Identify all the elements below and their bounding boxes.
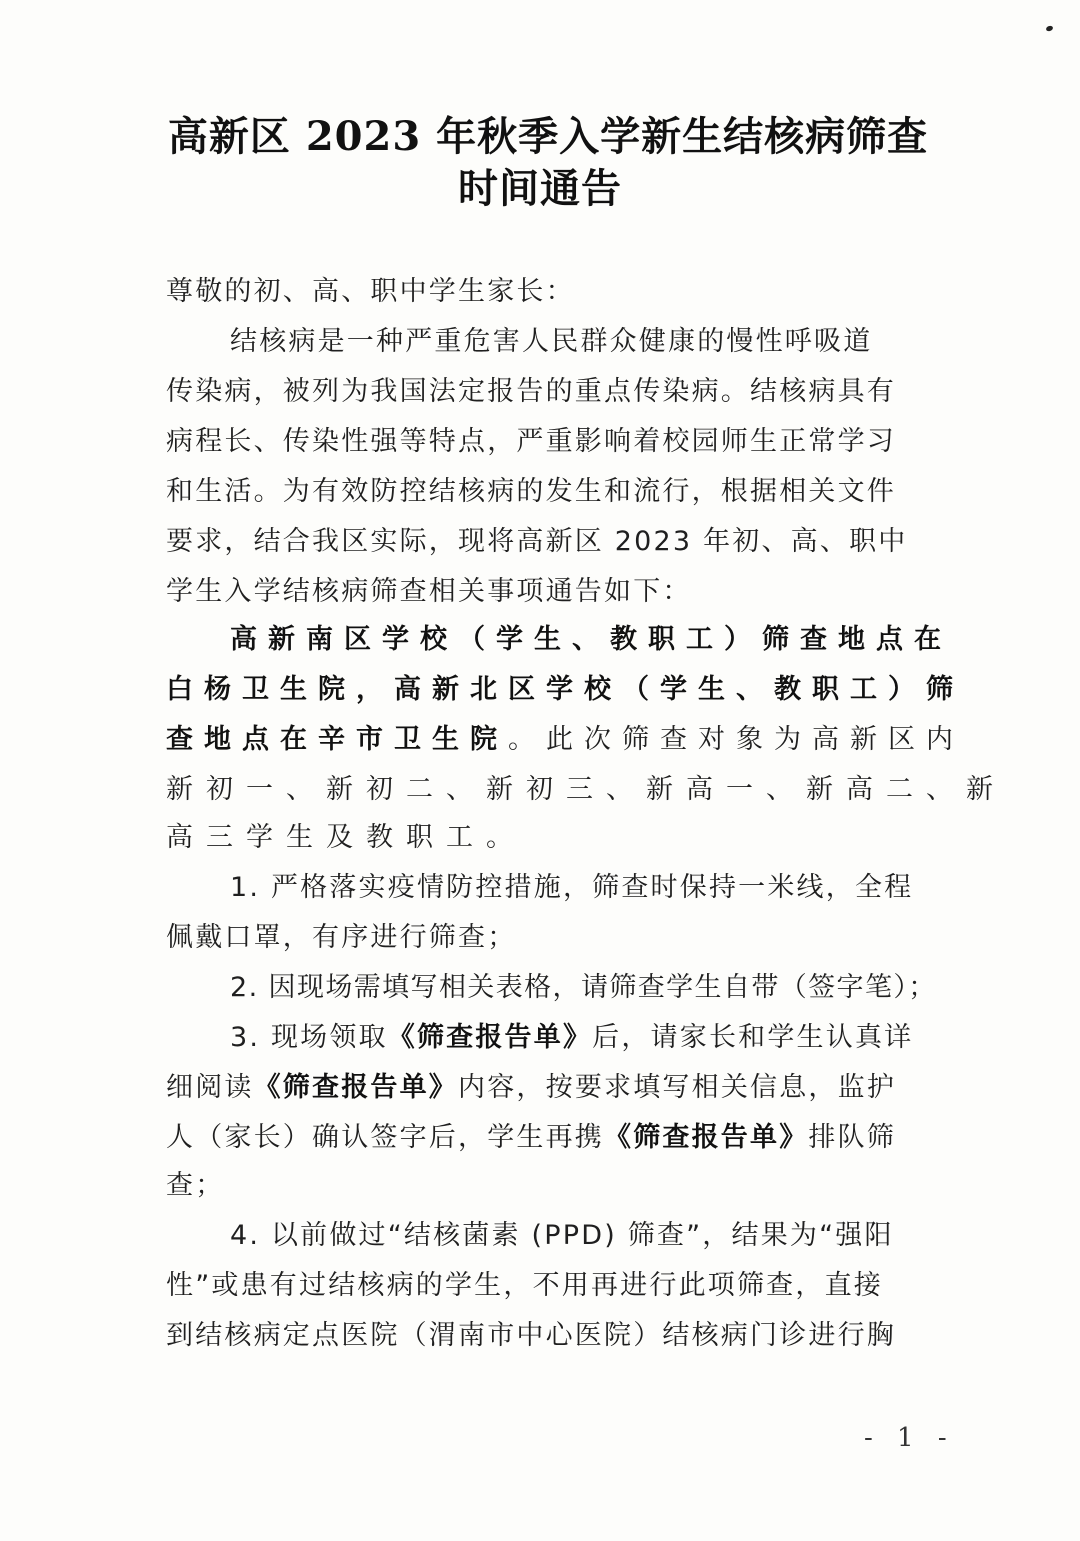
item-3-text-c: 细阅读 [166, 1072, 254, 1103]
paragraph-2-bold-line-2: 白杨卫生院，高新北区学校（学生、教职工）筛 [166, 674, 964, 705]
document-title-line-2: 时间通告 [458, 165, 622, 212]
salutation: 尊敬的初、高、职中学生家长： [166, 276, 575, 307]
paragraph-2-line-3 [166, 720, 964, 760]
item-4-line-3: 到结核病定点医院（渭南市中心医院）结核病门诊进行胸 [166, 1320, 896, 1351]
document-title-line-1: 高新区 2023 年秋季入学新生结核病筛查 [167, 113, 929, 160]
paragraph-1-line-6: 学生入学结核病筛查相关事项通告如下： [166, 576, 692, 607]
item-1-line-2: 佩戴口罩，有序进行筛查； [166, 922, 517, 953]
paragraph-2-bold-line-1: 高新南区学校（学生、教职工）筛查地点在 [230, 624, 952, 655]
paragraph-1-line-5: 要求，结合我区实际，现将高新区 2023 年初、高、职中 [166, 526, 908, 557]
item-3-line-1 [230, 1018, 913, 1058]
report-form-name: 《筛查报告单》 [604, 1122, 809, 1153]
paragraph-2-rest-line-3: 高三学生及教职工。 [166, 822, 526, 853]
paragraph-2-bold-line-3: 查地点在辛市卫生院 [166, 724, 508, 755]
paragraph-2-rest-line-2: 新初一、新初二、新初三、新高一、新高二、新 [166, 774, 1006, 805]
item-1-line-1: 1. 严格落实疫情防控措施，筛查时保持一米线，全程 [230, 872, 914, 903]
item-3-line-3 [166, 1118, 896, 1158]
item-4-line-1: 4. 以前做过“结核菌素 (PPD) 筛查”，结果为“强阳 [230, 1220, 894, 1251]
page-number: - 1 - [864, 1423, 955, 1453]
report-form-name: 《筛查报告单》 [387, 1022, 593, 1053]
item-3-text-f: 排队筛 [808, 1122, 897, 1153]
item-2: 2. 因现场需填写相关表格，请筛查学生自带（签字笔）； [230, 972, 937, 1003]
item-4-line-2: 性”或患有过结核病的学生，不用再进行此项筛查，直接 [166, 1270, 883, 1301]
item-3-line-2 [166, 1068, 896, 1108]
paragraph-1-line-2: 传染病，被列为我国法定报告的重点传染病。结核病具有 [166, 376, 896, 407]
item-3-text-d: 内容，按要求填写相关信息，监护 [458, 1072, 897, 1103]
scan-speck [1045, 25, 1053, 32]
report-form-name: 《筛查报告单》 [253, 1072, 459, 1103]
paragraph-2-rest-line-1: 。此次筛查对象为高新区内 [508, 724, 964, 755]
item-3-text-e: 人（家长）确认签字后，学生再携 [166, 1122, 604, 1153]
paragraph-1-line-1: 结核病是一种严重危害人民群众健康的慢性呼吸道 [230, 326, 873, 357]
item-3-line-4: 查； [166, 1170, 225, 1201]
paragraph-1-line-3: 病程长、传染性强等特点，严重影响着校园师生正常学习 [166, 426, 896, 457]
item-3-text-a: 3. 现场领取 [230, 1022, 388, 1053]
item-3-text-b: 后，请家长和学生认真详 [592, 1022, 914, 1053]
paragraph-1-line-4: 和生活。为有效防控结核病的发生和流行，根据相关文件 [166, 476, 896, 507]
